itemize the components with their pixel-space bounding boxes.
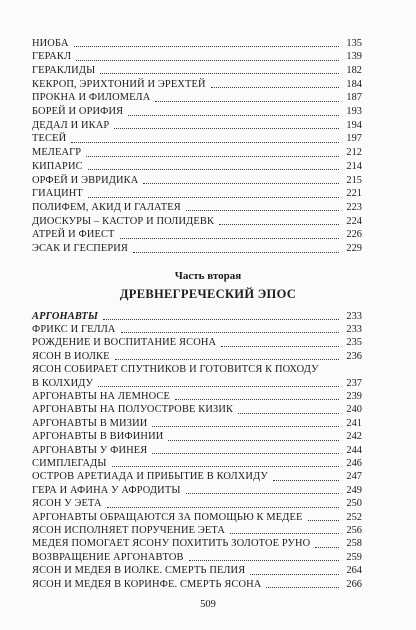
toc-entry-title: МЕЛЕАГР	[32, 147, 82, 159]
toc-entry-page: 242	[346, 431, 362, 443]
toc-entry-page: 246	[346, 457, 362, 469]
toc-entry-title: ПРОКНА И ФИЛОМЕЛА	[32, 92, 151, 104]
toc-entry-page: 215	[346, 174, 362, 186]
toc-entry-page: 240	[346, 404, 362, 416]
toc-entry-title: БОРЕЙ И ОРИФИЯ	[32, 106, 124, 118]
toc-entry-page: 249	[346, 484, 362, 496]
toc-entry	[32, 132, 362, 145]
toc-entry-title: АРГОНАВТЫ НА ЛЕМНОСЕ	[32, 390, 170, 402]
dot-leader	[121, 332, 339, 333]
toc-entry-page: 221	[346, 188, 362, 200]
dot-leader	[128, 115, 339, 116]
toc-entry-title: ГИАЦИНТ	[32, 188, 83, 200]
dot-leader	[100, 73, 339, 74]
toc-entry-page: 256	[346, 524, 362, 536]
dot-leader	[115, 359, 339, 360]
toc-entry	[32, 537, 362, 550]
dot-leader	[221, 346, 339, 347]
toc-entry	[32, 187, 362, 200]
toc-entry-title: МЕДЕЯ ПОМОГАЕТ ЯСОНУ ПОХИТИТЬ ЗОЛОТОЕ РУНО	[32, 538, 311, 550]
toc-entry	[32, 105, 362, 118]
toc-entry-title: АРГОНАВТЫ В МИЗИИ	[32, 417, 148, 429]
toc-entry-page: 250	[346, 498, 362, 510]
toc-entry-title: РОЖДЕНИЕ И ВОСПИТАНИЕ ЯСОНА	[32, 337, 217, 349]
toc-entry	[32, 242, 362, 255]
toc-entry-page: 224	[346, 215, 362, 227]
dot-leader	[230, 533, 339, 534]
page-number: 509	[200, 599, 216, 610]
dot-leader	[152, 426, 339, 427]
toc-entry-title: ЯСОН И МЕДЕЯ В КОРИНФЕ. СМЕРТЬ ЯСОНА	[32, 578, 262, 590]
toc-entry-title: ДЕДАЛ И ИКАР	[32, 119, 110, 131]
toc-entry	[32, 564, 362, 577]
toc-entry-page: 264	[346, 565, 362, 577]
toc-entry-title: ГЕРАКЛ	[32, 51, 72, 63]
dot-leader	[211, 87, 339, 88]
toc-entry-page: 139	[346, 51, 362, 63]
toc-entry	[32, 443, 362, 456]
toc-entry-page: 247	[346, 471, 362, 483]
toc-entry-title: АРГОНАВТЫ У ФИНЕЯ	[32, 444, 148, 456]
dot-leader	[103, 319, 339, 320]
dot-leader	[186, 210, 339, 211]
toc-entry	[32, 77, 362, 90]
toc-entry-page: 236	[346, 350, 362, 362]
toc-entry-page: 197	[346, 133, 362, 145]
toc-entry	[32, 159, 362, 172]
toc-entry-title: ГЕРА И АФИНА У АФРОДИТЫ	[32, 484, 181, 496]
toc-entry-title: ПОЛИФЕМ, АКИД И ГАЛАТЕЯ	[32, 201, 181, 213]
dot-leader	[143, 183, 339, 184]
dot-leader	[186, 493, 339, 494]
toc-entry-title: ОСТРОВ АРЕТИАДА И ПРИБЫТИЕ В КОЛХИДУ	[32, 471, 268, 483]
dot-leader	[168, 440, 339, 441]
dot-leader	[273, 480, 339, 481]
toc-entry-title: ТЕСЕЙ	[32, 133, 67, 145]
toc-entry-page: 239	[346, 390, 362, 402]
toc-entry	[32, 416, 362, 429]
dot-leader	[238, 413, 339, 414]
toc-entry-page: 259	[346, 551, 362, 563]
toc-entry-title: ЯСОН У ЭЕТА	[32, 498, 102, 510]
dot-leader	[112, 466, 339, 467]
toc-entry-title: ЯСОН ИСПОЛНЯЕТ ПОРУЧЕНИЕ ЭЕТА	[32, 524, 225, 536]
toc-entry-title: КИПАРИС	[32, 160, 83, 172]
dot-leader	[266, 587, 339, 588]
toc-entry-page: 182	[346, 64, 362, 76]
toc-entry	[32, 376, 362, 389]
toc-entry-page: 235	[346, 337, 362, 349]
toc-entry-page: 233	[346, 323, 362, 335]
toc-entry	[32, 228, 362, 241]
toc-entry-page: 223	[346, 201, 362, 213]
toc-entry-page: 252	[346, 511, 362, 523]
dot-leader	[76, 60, 339, 61]
toc-entry	[32, 118, 362, 131]
toc-entry-page: 229	[346, 243, 362, 255]
toc-entry-page: 194	[346, 119, 362, 131]
toc-entry	[32, 173, 362, 186]
toc-entry-title: В КОЛХИДУ	[32, 377, 94, 389]
dot-leader	[152, 453, 339, 454]
dot-leader	[98, 386, 339, 387]
toc-entry-page: 135	[346, 37, 362, 49]
toc-entry-page: 193	[346, 106, 362, 118]
toc-entry	[32, 214, 362, 227]
toc-entry	[32, 91, 362, 104]
toc-entry	[32, 389, 362, 402]
toc-entry	[32, 483, 362, 496]
toc-entry-title: ДИОСКУРЫ – КАСТОР И ПОЛИДЕВК	[32, 215, 215, 227]
toc-entry-page: 187	[346, 92, 362, 104]
toc-entry-title: КЕКРОП, ЭРИХТОНИЙ И ЭРЕХТЕЙ	[32, 78, 206, 90]
toc-entry	[32, 403, 362, 416]
dot-leader	[219, 224, 339, 225]
toc-entry-title: АРГОНАВТЫ НА ПОЛУОСТРОВЕ КИЗИК	[32, 404, 234, 416]
toc-entry	[32, 36, 362, 49]
toc-entry-title: ОРФЕЙ И ЭВРИДИКА	[32, 174, 139, 186]
toc-entry-page: 237	[346, 377, 362, 389]
toc-entry-title: НИОБА	[32, 37, 69, 49]
toc-entry-title: АТРЕЙ И ФИЕСТ	[32, 229, 115, 241]
toc-entry-title: ЭСАК И ГЕСПЕРИЯ	[32, 243, 129, 255]
dot-leader	[86, 156, 339, 157]
toc-entry	[32, 523, 362, 536]
dot-leader	[133, 252, 339, 253]
toc-entry	[32, 336, 362, 349]
toc-entry	[32, 63, 362, 76]
toc-entry-title: ЯСОН СОБИРАЕТ СПУТНИКОВ И ГОТОВИТСЯ К ПОХОДУ	[32, 364, 319, 376]
toc-entry	[32, 577, 362, 590]
toc-entry-title: ЯСОН И МЕДЕЯ В ИОЛКЕ. СМЕРТЬ ПЕЛИЯ	[32, 565, 246, 577]
toc-entry	[32, 363, 362, 376]
dot-leader	[155, 101, 339, 102]
dot-leader	[71, 142, 339, 143]
toc-entry	[32, 309, 362, 322]
toc-entry-page: 258	[346, 538, 362, 550]
toc-entry-title: ГЕРАКЛИДЫ	[32, 64, 96, 76]
toc-entry	[32, 430, 362, 443]
toc-entry-page: 214	[346, 160, 362, 172]
toc-entry-page: 266	[346, 578, 362, 590]
toc-entry-title: АРГОНАВТЫ	[32, 310, 99, 322]
toc-entry-title: ВОЗВРАЩЕНИЕ АРГОНАВТОВ	[32, 551, 184, 563]
dot-leader	[114, 128, 339, 129]
toc-entry	[32, 470, 362, 483]
dot-leader	[74, 46, 339, 47]
toc-entry-page: 212	[346, 147, 362, 159]
toc-entry	[32, 50, 362, 63]
part-title: ДРЕВНЕГРЕЧЕСКИЙ ЭПОС	[119, 287, 297, 301]
toc-entry	[32, 456, 362, 469]
toc-entry	[32, 349, 362, 362]
part-label: Часть вторая	[174, 270, 242, 282]
toc-entry-title: АРГОНАВТЫ В ВИФИНИИ	[32, 431, 164, 443]
toc-entry	[32, 322, 362, 335]
toc-entry-page: 184	[346, 78, 362, 90]
toc-entry-page: 233	[346, 310, 362, 322]
dot-leader	[189, 560, 339, 561]
dot-leader	[175, 399, 339, 400]
dot-leader	[308, 520, 339, 521]
dot-leader	[107, 507, 339, 508]
dot-leader	[250, 574, 339, 575]
toc-entry-page: 226	[346, 229, 362, 241]
toc-entry-title: СИМПЛЕГАДЫ	[32, 457, 107, 469]
dot-leader	[88, 197, 339, 198]
toc-entry	[32, 510, 362, 523]
dot-leader	[120, 238, 339, 239]
toc-entry-page: 244	[346, 444, 362, 456]
toc-entry	[32, 497, 362, 510]
toc-entry	[32, 146, 362, 159]
toc-entry	[32, 200, 362, 213]
dot-leader	[88, 169, 339, 170]
dot-leader	[315, 547, 339, 548]
toc-entry-title: ЯСОН В ИОЛКЕ	[32, 350, 110, 362]
toc-entry-page: 241	[346, 417, 362, 429]
toc-entry	[32, 550, 362, 563]
toc-entry-title: ФРИКС И ГЕЛЛА	[32, 323, 116, 335]
toc-entry-title: АРГОНАВТЫ ОБРАЩАЮТСЯ ЗА ПОМОЩЬЮ К МЕДЕЕ	[32, 511, 303, 523]
